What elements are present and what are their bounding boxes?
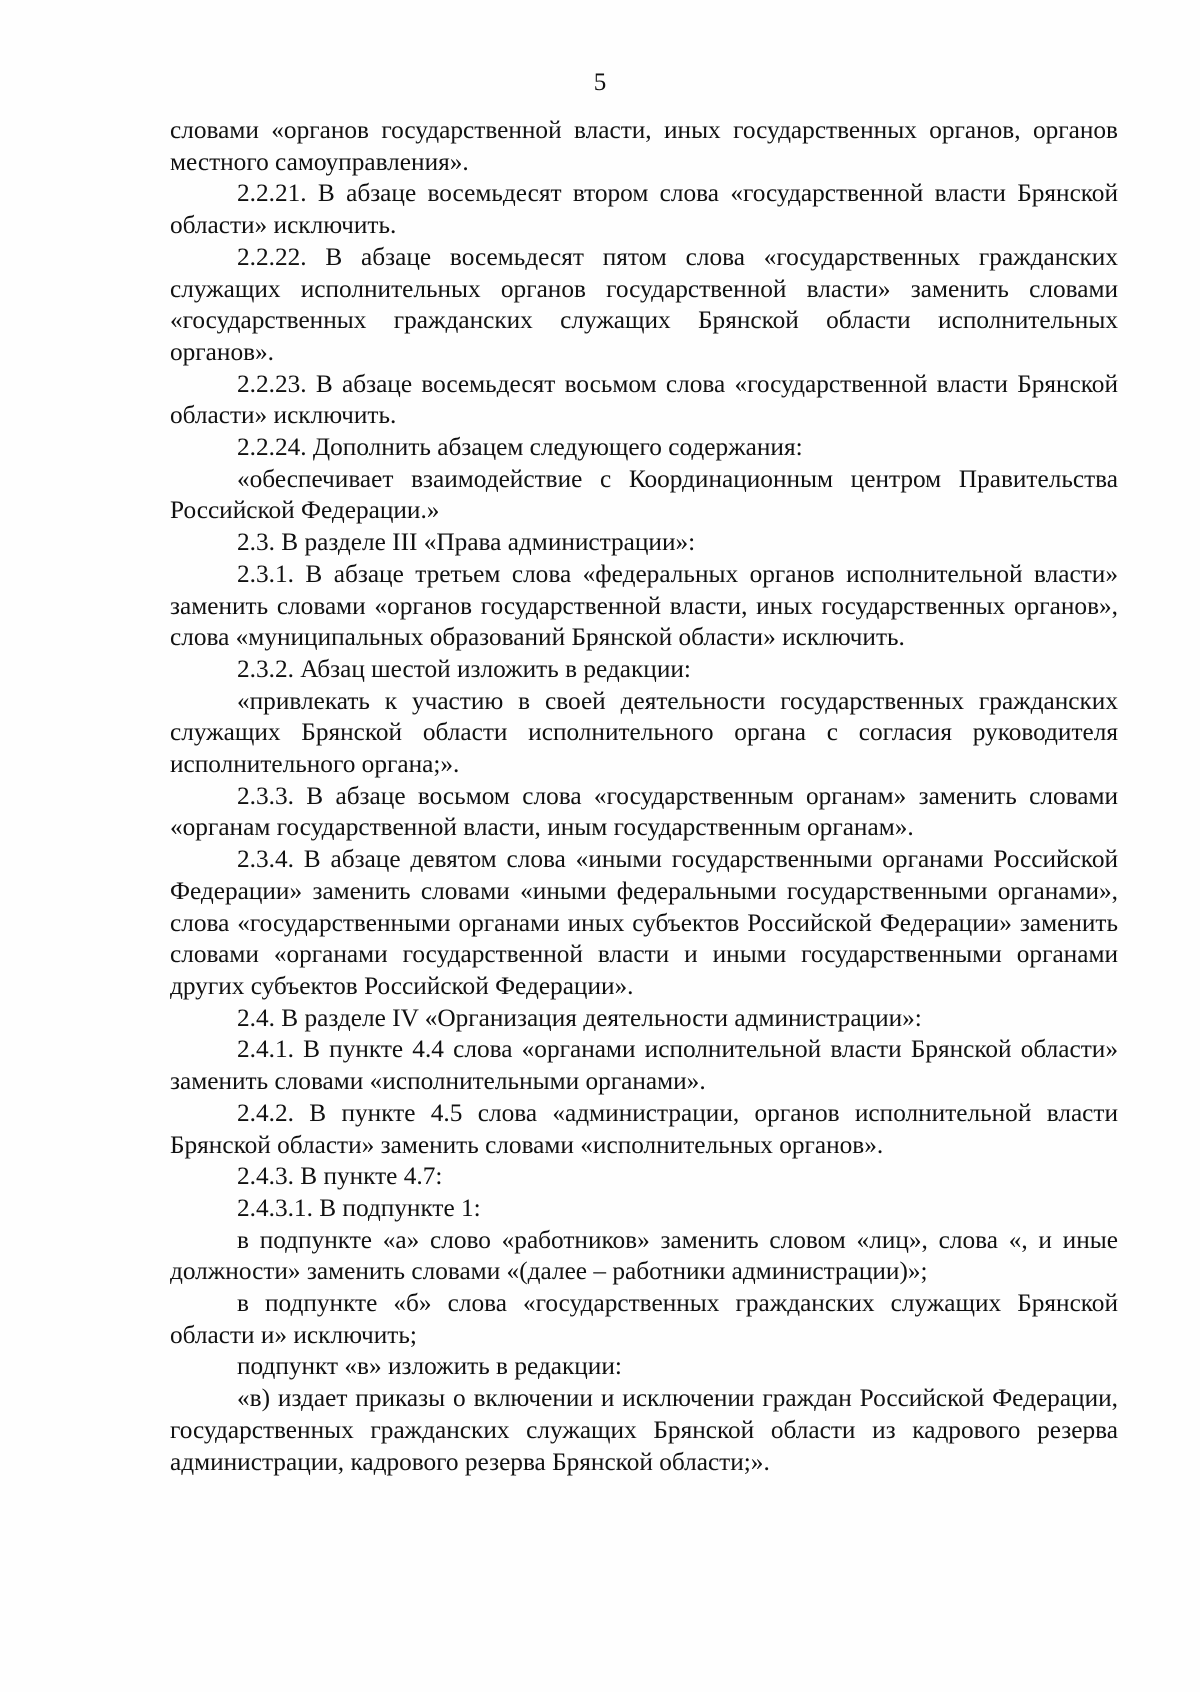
paragraph: подпункт «в» изложить в редакции: — [237, 1352, 622, 1381]
paragraph: «обеспечивает взаимодействие с Координационным центром Правительства Российской Федерации.» — [170, 464, 1118, 525]
paragraph: 2.3. В разделе III «Права администрации»: — [237, 528, 696, 557]
paragraph: 2.3.3. В абзаце восьмом слова «государственным органам» заменить словами «органам государственной власти, иным государственным органам». — [170, 781, 1118, 842]
paragraph: 2.2.23. В абзаце восемьдесят восьмом слова «государственной власти Брянской области» исключить. — [170, 369, 1118, 430]
paragraph: 2.2.21. В абзаце восемьдесят втором слова «государственной власти Брянской области» исключить. — [170, 179, 1118, 240]
paragraph: «в) издает приказы о включении и исключении граждан Российской Федерации, государственных гражданских служащих Брянской области из кадрового резерва администрации, кадрового резерва Брянской области;». — [170, 1384, 1118, 1476]
paragraph: словами «органов государственной власти, иных государственных органов, органов местного самоуправления». — [170, 116, 1118, 176]
document-body — [170, 115, 1118, 1478]
paragraph: 2.4.1. В пункте 4.4 слова «органами исполнительной власти Брянской области» заменить словами «исполнительными органами». — [170, 1035, 1118, 1096]
paragraph: 2.2.22. В абзаце восемьдесят пятом слова «государственных гражданских служащих исполнительных органов государственной власти» заменить словами «государственных гражданских служащих Брянской области исполнительных органов». — [170, 242, 1118, 366]
paragraph: в подпункте «б» слова «государственных гражданских служащих Брянской области и» исключить; — [170, 1289, 1118, 1349]
paragraph: 2.3.1. В абзаце третьем слова «федеральных органов исполнительной власти» заменить словами «органов государственной власти, иных государственных органов», слова «муниципальных образований Брянской области» исключить. — [170, 559, 1118, 652]
paragraph: в подпункте «а» слово «работников» заменить словом «лиц», слова «, и иные должности» заменить словами «(далее – работники администрации)»; — [170, 1225, 1118, 1286]
paragraph: 2.4.3. В пункте 4.7: — [237, 1162, 443, 1191]
paragraph: 2.4.3.1. В подпункте 1: — [237, 1193, 481, 1222]
page-number: 5 — [593, 69, 607, 96]
paragraph: 2.2.24. Дополнить абзацем следующего содержания: — [237, 433, 803, 462]
paragraph: 2.3.2. Абзац шестой изложить в редакции: — [237, 654, 691, 683]
paragraph: «привлекать к участию в своей деятельности государственных гражданских служащих Брянской области исполнительного органа с согласия руководителя исполнительного органа;». — [170, 686, 1118, 779]
paragraph: 2.3.4. В абзаце девятом слова «иными государственными органами Российской Федерации» заменить словами «иными федеральными государственными органами», слова «государственными органами иных субъектов Российской Федерации» заменить словами «органами государственной власти и иными государственными органами других субъектов Российской Федерации». — [170, 845, 1118, 1000]
paragraph: 2.4.2. В пункте 4.5 слова «администрации, органов исполнительной власти Брянской области» заменить словами «исполнительных органов». — [170, 1098, 1118, 1159]
paragraph: 2.4. В разделе IV «Организация деятельности администрации»: — [237, 1003, 922, 1032]
